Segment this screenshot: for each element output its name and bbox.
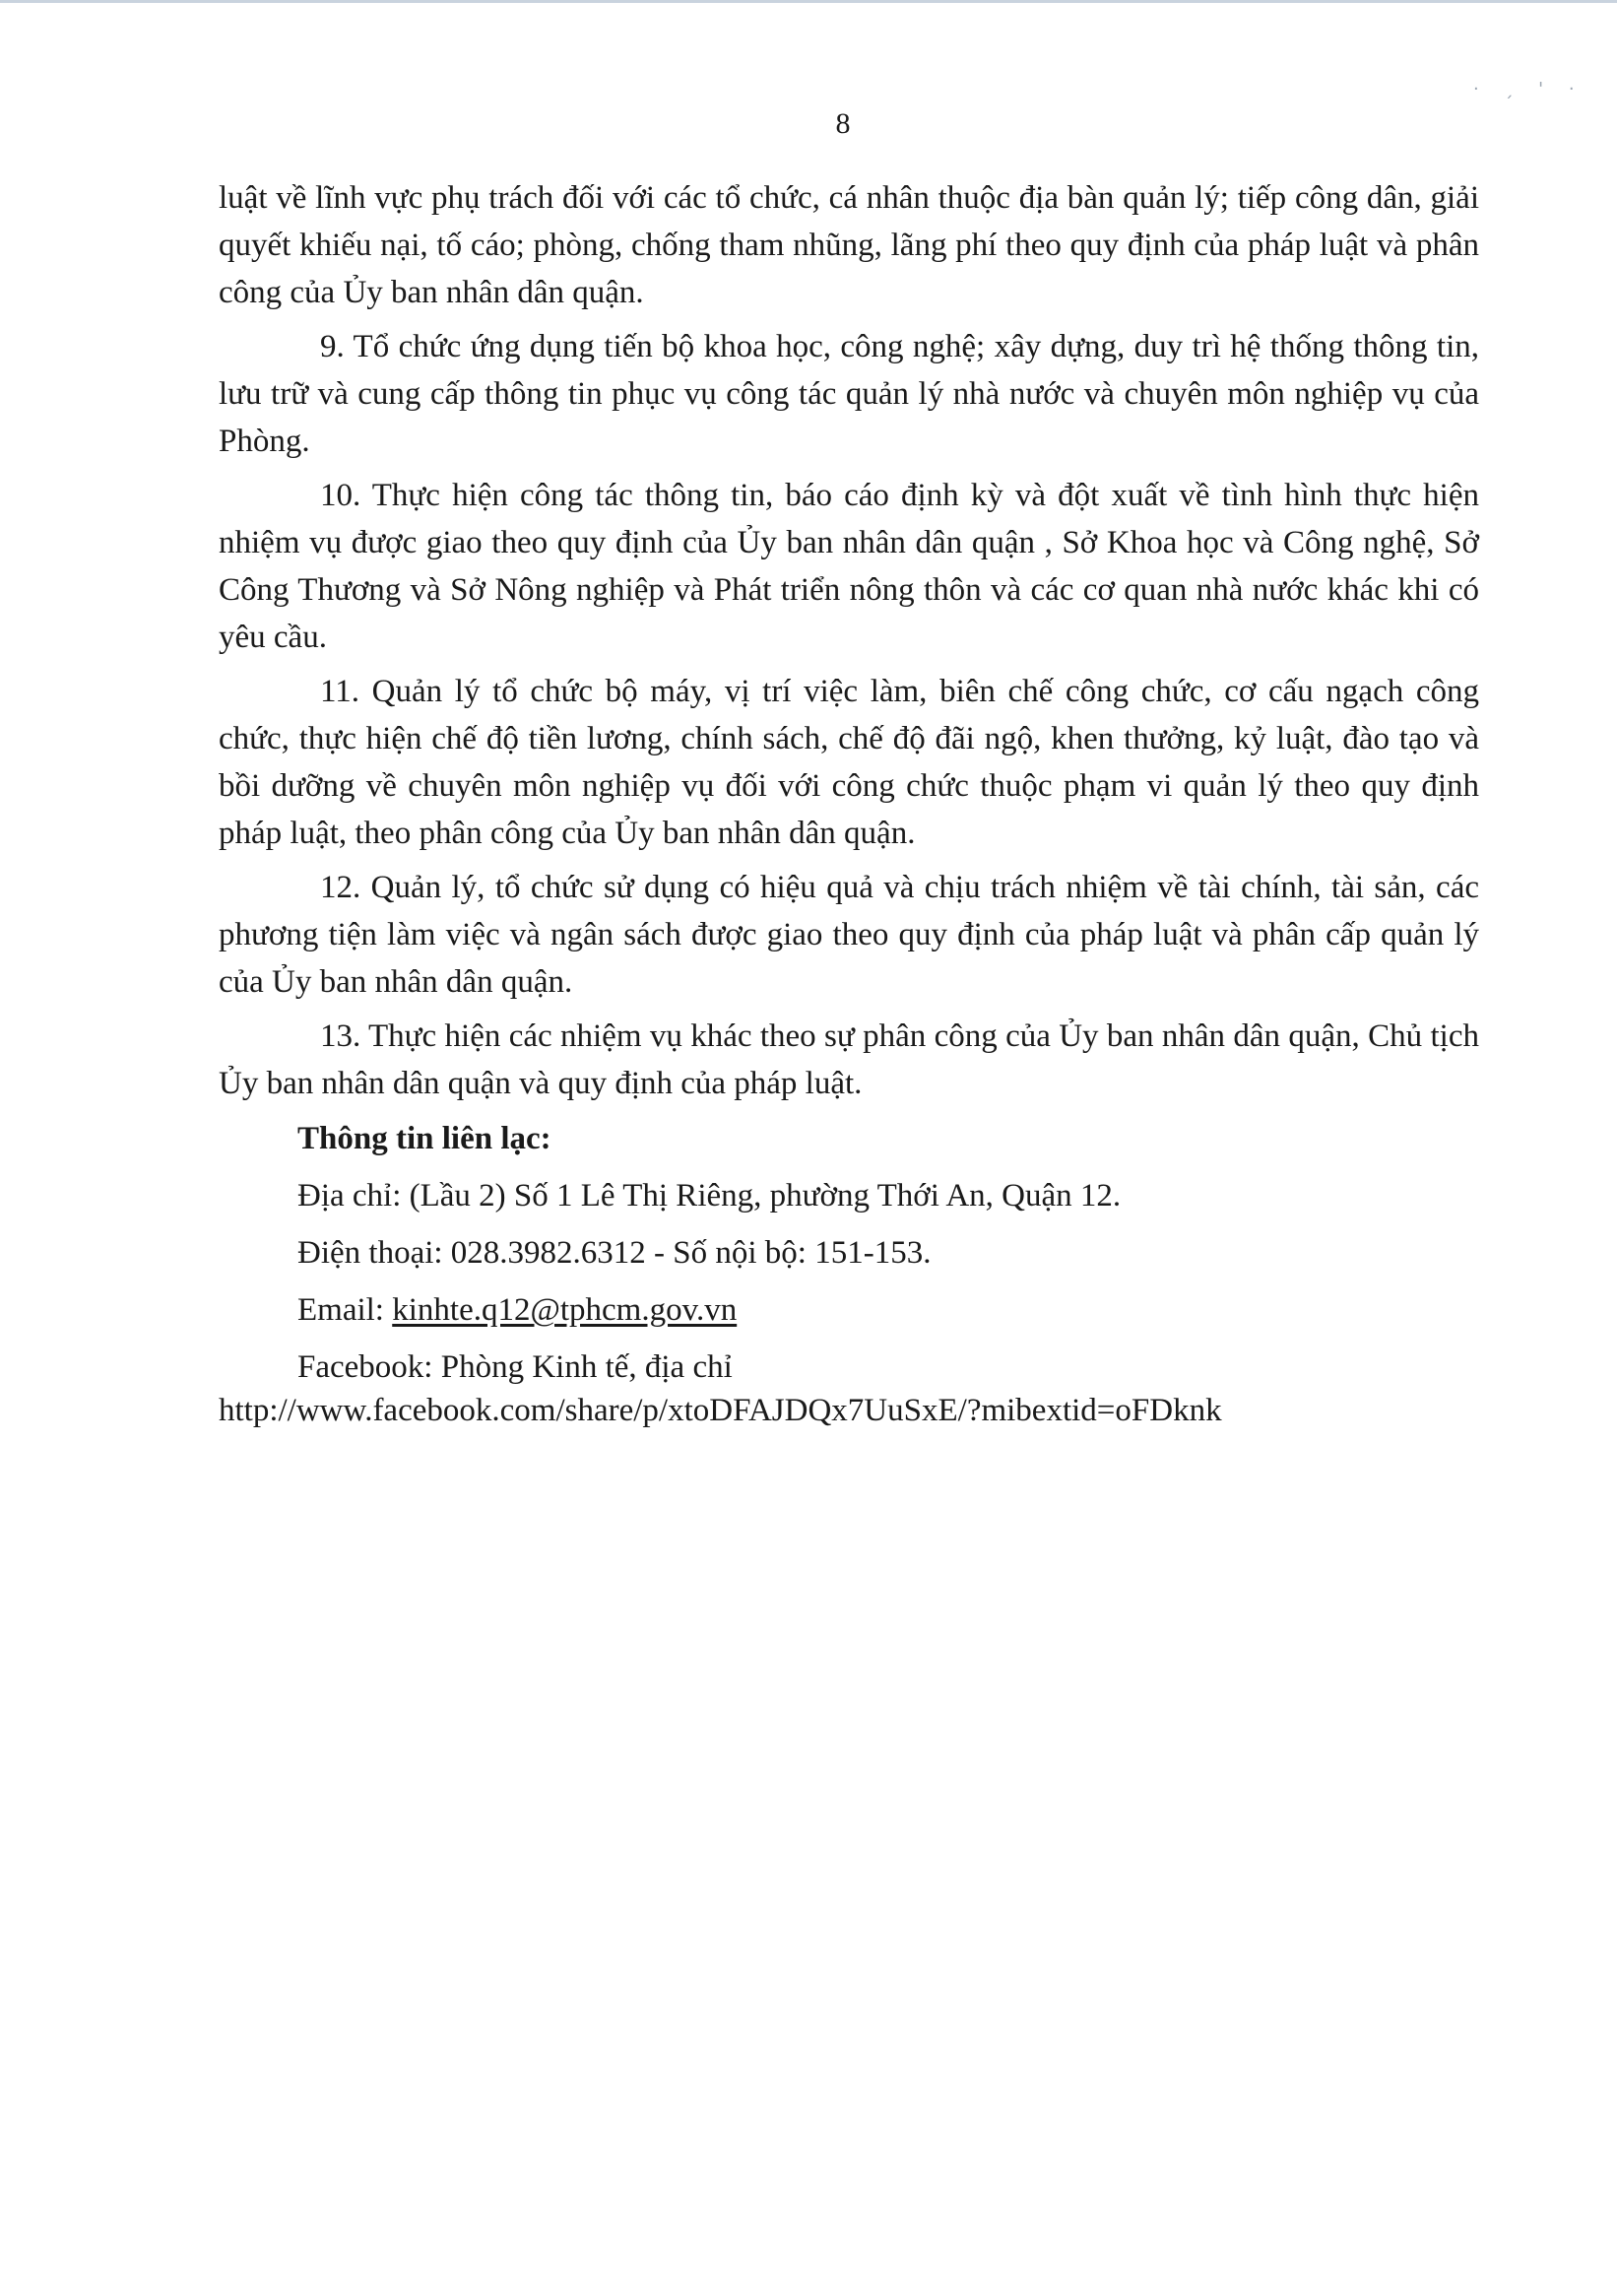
email-label: Email:	[297, 1292, 393, 1328]
page-top-rule	[0, 0, 1617, 3]
email-link[interactable]: kinhte.q12@tphcm.gov.vn	[392, 1292, 738, 1328]
paragraph-item-12: 12. Quản lý, tổ chức sử dụng có hiệu quả và chịu trách nhiệm về tài chính, tài sản, các phương tiện làm việc và ngân sách được giao theo quy định của pháp luật và phân cấp quản lý của Ủy ban nhân dân quận.	[219, 870, 1479, 1000]
scan-corner-marks: · ˏ ꞌ ·	[1473, 79, 1585, 99]
contact-facebook-label: Facebook: Phòng Kinh tế, địa chỉ	[297, 1349, 733, 1385]
paragraph-item-9: 9. Tổ chức ứng dụng tiến bộ khoa học, công nghệ; xây dựng, duy trì hệ thống thông tin, lưu trữ và cung cấp thông tin phục vụ công tác quản lý nhà nước và chuyên môn nghiệp vụ của Phòng.	[219, 329, 1479, 459]
paragraph-item-10: 10. Thực hiện công tác thông tin, báo cáo định kỳ và đột xuất về tình hình thực hiện nhiệm vụ được giao theo quy định của Ủy ban nhân dân quận , Sở Khoa học và Công nghệ, Sở Công Thương và Sở Nông nghiệp và Phát triển nông thôn và các cơ quan nhà nước khác khi có yêu cầu.	[219, 478, 1479, 655]
contact-phone: Điện thoại: 028.3982.6312 - Số nội bộ: 151-153.	[297, 1235, 932, 1271]
paragraph-item-13: 13. Thực hiện các nhiệm vụ khác theo sự phân công của Ủy ban nhân dân quận, Chủ tịch Ủy ban nhân dân quận và quy định của pháp luật.	[219, 1018, 1479, 1101]
document-body	[219, 174, 1479, 1435]
paragraph-continuation: luật về lĩnh vực phụ trách đối với các tổ chức, cá nhân thuộc địa bàn quản lý; tiếp công dân, giải quyết khiếu nại, tố cáo; phòng, chống tham nhũng, lãng phí theo quy định của pháp luật và phân công của Ủy ban nhân dân quận.	[219, 180, 1479, 310]
contact-heading: Thông tin liên lạc:	[297, 1121, 551, 1156]
paragraph-item-11: 11. Quản lý tổ chức bộ máy, vị trí việc làm, biên chế công chức, cơ cấu ngạch công chức, thực hiện chế độ tiền lương, chính sách, chế độ đãi ngộ, khen thưởng, kỷ luật, đào tạo và bồi dưỡng về chuyên môn nghiệp vụ đối với công chức thuộc phạm vi quản lý theo quy định pháp luật, theo phân công của Ủy ban nhân dân quận.	[219, 674, 1479, 851]
facebook-url[interactable]: http://www.facebook.com/share/p/xtoDFAJDQx7UuSxE/?mibextid=oFDknk	[219, 1393, 1222, 1428]
contact-address: Địa chỉ: (Lầu 2) Số 1 Lê Thị Riêng, phường Thới An, Quận 12.	[297, 1178, 1122, 1214]
contact-email-line	[219, 1285, 1479, 1335]
page-number: 8	[835, 107, 851, 140]
contact-section	[219, 1114, 1479, 1435]
